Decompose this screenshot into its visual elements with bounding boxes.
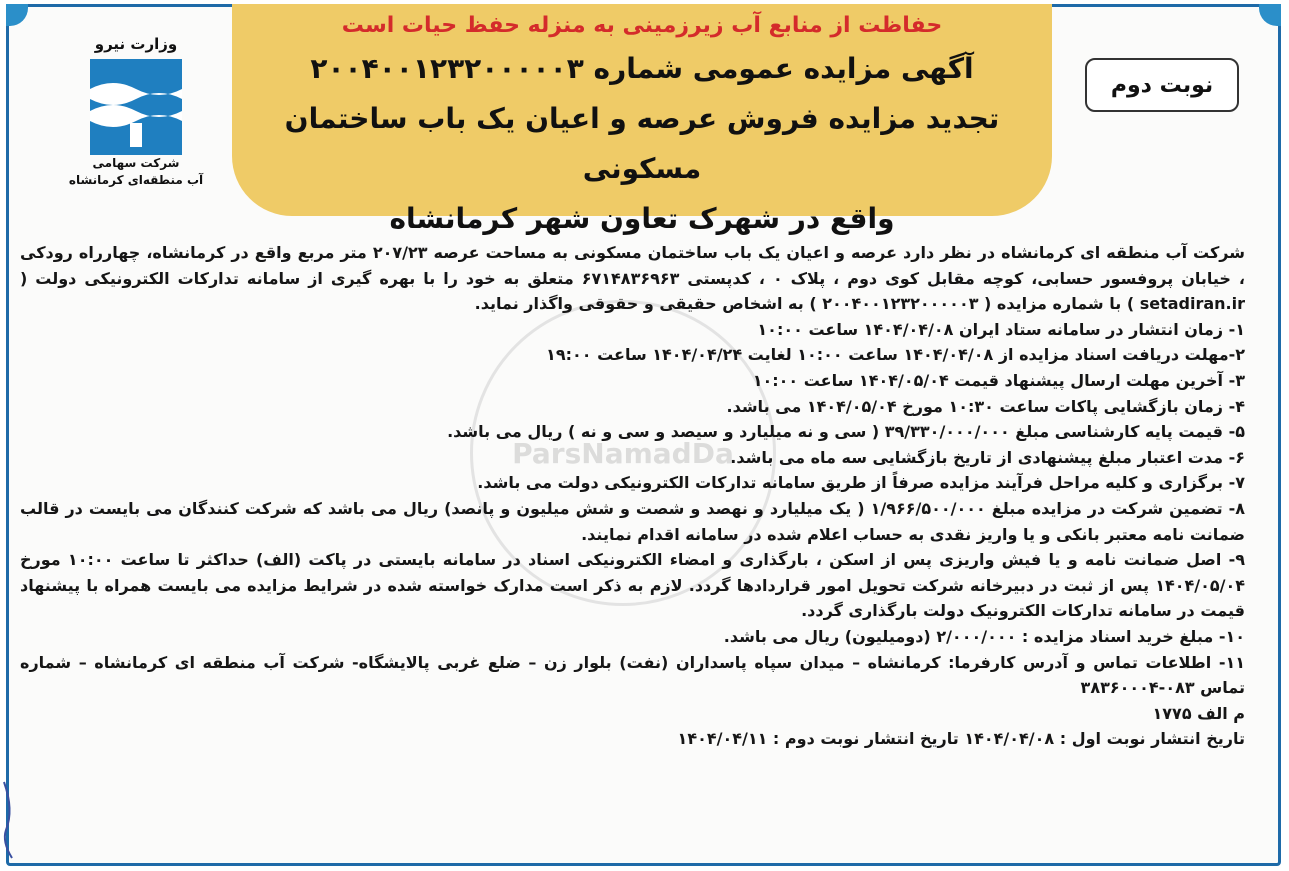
list-item: ۹- اصل ضمانت نامه و یا فیش واریزی پس از اسکن ، بارگذاری و امضاء الکترونیکی اسناد در سامانه بایستی در پاکت (الف) حداکثر تا ساعت ۱۰:۰۰ مورخ ۱۴۰۴/۰۵/۰۴ پس از ثبت در دبیرخانه شرکت تحویل امور قراردادها گردد. لازم به ذکر است مدارک خواسته شده در شرایط مزایده می بایست همراه با پیشنهاد قیمت در سامانه تدارکات الکترونیک دولت بارگذاری گردد.	[20, 550, 1246, 621]
company-name-1: شرکت سهامی	[92, 156, 180, 170]
list-item: ۷- برگزاری و کلیه مراحل فرآیند مزایده صرفاً از طریق سامانه تدارکات الکترونیکی دولت می باشد.	[477, 473, 1245, 493]
ministry-name: وزارت نیرو	[94, 35, 178, 53]
publication-dates: تاریخ انتشار نوبت اول : ۱۴۰۴/۰۴/۰۸ تاریخ انتشار نوبت دوم : ۱۴۰۴/۰۴/۱۱	[677, 729, 1245, 749]
water-logo-icon	[90, 59, 182, 155]
watermark-seal: ParsNamadDa	[470, 300, 776, 606]
tagline: حفاظت از منابع آب زیرزمینی به منزله حفظ حیات است	[341, 13, 943, 38]
list-item: ۲-مهلت دریافت اسناد مزایده از ۱۴۰۴/۰۴/۰۸ ساعت ۱۰:۰۰ لغایت ۱۴۰۴/۰۴/۲۴ ساعت ۱۹:۰۰	[546, 345, 1245, 365]
notice-subtitle: تجدید مزایده فروش عرصه و اعیان یک باب ساختمان مسکونی	[284, 102, 1000, 185]
company-logo	[56, 35, 216, 215]
company-name-2: آب منطقه‌ای کرمانشاه	[68, 173, 204, 187]
list-item: ۸- تضمین شرکت در مزایده مبلغ ۱/۹۶۶/۵۰۰/۰۰۰ ( یک میلیارد و نهصد و شصت و شش میلیون و پانصد) ریال می باشد که شرکت کنندگان می بایست در قالب ضمانت نامه معتبر بانکی و یا واریز نقدی به حساب اعلام شده در سامانه اقدام نمایند.	[20, 498, 1246, 544]
notice-title: آگهی مزایده عمومی شماره ۲۰۰۴۰۰۱۲۳۲۰۰۰۰۰۳	[310, 52, 974, 85]
list-item: ۱۱- اطلاعات تماس و آدرس کارفرما: کرمانشاه – میدان سپاه پاسداران (نفت) بلوار زن – ضلع غربی پالایشگاه- شرکت آب منطقه ای کرمانشاه – شماره تماس ۰۸۳-۳۸۳۶۰۰۰۴	[20, 652, 1245, 698]
publication-round-badge: نوبت دوم	[1085, 58, 1239, 112]
list-item: ۳- آخرین مهلت ارسال پیشنهاد قیمت ۱۴۰۴/۰۵/۰۴ ساعت ۱۰:۰۰	[752, 370, 1245, 390]
list-item: ۱۰- مبلغ خرید اسناد مزایده : ۲/۰۰۰/۰۰۰ (دومیلیون) ریال می باشد.	[723, 626, 1245, 646]
header-titles	[232, 8, 1052, 244]
list-item: ۱- زمان انتشار در سامانه ستاد ایران ۱۴۰۴/۰۴/۰۸ ساعت ۱۰:۰۰	[757, 319, 1245, 339]
list-item: ۶- مدت اعتبار مبلغ پیشنهادی از تاریخ بازگشایی سه ماه می باشد.	[730, 447, 1245, 467]
intro-paragraph: شرکت آب منطقه ای کرمانشاه در نظر دارد عرصه و اعیان یک باب ساختمان مسکونی به مساحت عرصه ۲۰۷/۲۳ متر مربع واقع در کرمانشاه، چهارراه رودکی ، خیابان پروفسور حسابی، کوچه مقابل کوی دوم ، پلاک ۰ ، کدپستی ۶۷۱۴۸۳۶۹۶۳ متعلق به خود را با بهره گیری از سامانه تدارکات الکترونیکی دولت ( setadiran.ir ) با شماره مزایده ( ۲۰۰۴۰۰۱۲۳۲۰۰۰۰۰۳ ) به اشخاص حقیقی و حقوقی واگذار نماید.	[20, 243, 1246, 314]
pen-mark-icon	[0, 780, 18, 860]
notice-location: واقع در شهرک تعاون شهر کرمانشاه	[389, 202, 895, 235]
notice-code: م الف ۱۷۷۵	[1152, 703, 1245, 723]
notice-body	[20, 240, 1245, 752]
list-item: ۴- زمان بازگشایی پاکات ساعت ۱۰:۳۰ مورخ ۱۴۰۴/۰۵/۰۴ می باشد.	[726, 396, 1245, 416]
list-item: ۵- قیمت پایه کارشناسی مبلغ ۳۹/۳۳۰/۰۰۰/۰۰۰ ( سی و نه میلیارد و سیصد و سی و نه ) ریال می باشد.	[447, 422, 1245, 442]
